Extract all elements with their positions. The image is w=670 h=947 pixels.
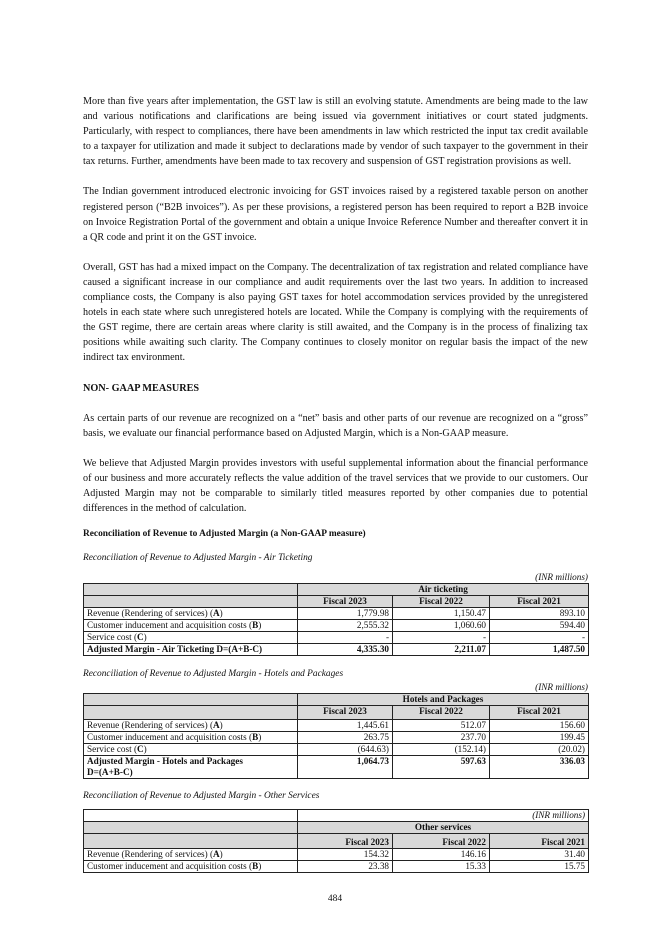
- reconciliation-heading: Reconciliation of Revenue to Adjusted Margin (a Non-GAAP measure): [83, 529, 366, 540]
- cell-value: (20.02): [490, 744, 589, 756]
- group-header: Hotels and Packages: [298, 694, 589, 706]
- total-value: 1,064.73: [298, 756, 393, 779]
- row-label: Service cost (C): [84, 744, 298, 756]
- paragraph-net-gross: As certain parts of our revenue are recognized on a “net” basis and other parts of our revenue are recognized on a “gross” basis, we evaluate our financial performance based on Adjusted Margin, which is a Non-GAAP measure.: [83, 412, 588, 439]
- air-ticketing-table: [83, 583, 589, 656]
- cell-value: 1,150.47: [393, 608, 490, 620]
- total-row: [84, 756, 589, 779]
- cell-value: 2,555.32: [298, 620, 393, 632]
- hotels-table-caption: Reconciliation of Revenue to Adjusted Margin - Hotels and Packages: [83, 669, 344, 680]
- cell-value: 237.70: [393, 732, 490, 744]
- total-label: Adjusted Margin - Hotels and Packages D=(A+B-C): [84, 756, 298, 779]
- year-header: Fiscal 2022: [393, 834, 490, 849]
- cell-value: 1,445.61: [298, 720, 393, 732]
- cell-value: 594.40: [490, 620, 589, 632]
- header-blank-cell: [84, 822, 298, 834]
- row-label: Revenue (Rendering of services) (A): [84, 849, 298, 861]
- table-row: [84, 861, 589, 873]
- year-header: Fiscal 2022: [393, 596, 490, 608]
- table-header-row: [84, 822, 589, 834]
- table-row: [84, 732, 589, 744]
- table-row: [84, 744, 589, 756]
- cell-value: 199.45: [490, 732, 589, 744]
- air-unit-label: (INR millions): [535, 572, 588, 583]
- header-blank-cell: [84, 706, 298, 720]
- group-header: Air ticketing: [298, 584, 589, 596]
- hotels-packages-table: [83, 693, 589, 779]
- cell-value: (152.14): [393, 744, 490, 756]
- cell-value: 31.40: [490, 849, 589, 861]
- section-heading-non-gaap: NON- GAAP MEASURES: [83, 382, 200, 394]
- table-row: [84, 720, 589, 732]
- table-header-row: [84, 584, 589, 596]
- header-blank-cell: [84, 596, 298, 608]
- cell-value: -: [393, 632, 490, 644]
- table-header-row: [84, 834, 589, 849]
- paragraph-gst-evolving: More than five years after implementation, the GST law is still an evolving statute. Amendments are being made to the law and various notifications and clarifications are being issued via government initiatives or court stated judgments. Particularly, with respect to compliances, there have been amendments in law which restricted the input tax credit available to a taxpayer for utilization and made it subject to declarations made by vendor of such taxpayer to the government in their tax returns. Further, amendments have been made to tax recovery and suspension of GST registration provisions as well.: [83, 96, 588, 168]
- hotels-unit-label: (INR millions): [535, 682, 588, 693]
- table-unit-row: [84, 810, 589, 822]
- row-label: Revenue (Rendering of services) (A): [84, 720, 298, 732]
- table-row: [84, 608, 589, 620]
- group-header: Other services: [298, 822, 589, 834]
- total-value: 4,335.30: [298, 644, 393, 656]
- total-value: 336.03: [490, 756, 589, 779]
- cell-value: -: [298, 632, 393, 644]
- table-row: [84, 620, 589, 632]
- row-label: Revenue (Rendering of services) (A): [84, 608, 298, 620]
- header-blank-cell: [84, 694, 298, 706]
- table-header-row: [84, 694, 589, 706]
- cell-value: 893.10: [490, 608, 589, 620]
- cell-value: 156.60: [490, 720, 589, 732]
- cell-value: 263.75: [298, 732, 393, 744]
- table-row: [84, 849, 589, 861]
- document-page: [83, 94, 588, 873]
- paragraph-e-invoicing: The Indian government introduced electronic invoicing for GST invoices raised by a registered taxable person on another registered person (“B2B invoices”). As per these provisions, a registered person has been required to report a B2B invoice on Invoice Registration Portal of the government and obtain a unique Invoice Reference Number and thereafter convert it in a QR code and print it on the GST invoice.: [83, 186, 588, 243]
- cell-value: 23.38: [298, 861, 393, 873]
- cell-value: 154.32: [298, 849, 393, 861]
- table-header-row: [84, 706, 589, 720]
- year-header: Fiscal 2023: [298, 706, 393, 720]
- cell-value: 512.07: [393, 720, 490, 732]
- cell-value: 1,779.98: [298, 608, 393, 620]
- row-label: Customer inducement and acquisition costs (B): [84, 732, 298, 744]
- other-table-caption: Reconciliation of Revenue to Adjusted Margin - Other Services: [83, 791, 320, 802]
- row-label: Service cost (C): [84, 632, 298, 644]
- total-value: 2,211.07: [393, 644, 490, 656]
- other-services-table: [83, 809, 589, 873]
- paragraph-gst-impact: Overall, GST has had a mixed impact on the Company. The decentralization of tax registration and related compliance have caused a significant increase in our compliance and audit requirements over the last two years. In addition to increased compliance costs, the Company is also paying GST taxes for hotel accommodation services provided by the unregistered hotels in each state where such unregistered hotels are located. While the Company is complying with the requirements of the GST regime, there are certain areas where clarity is still awaited, and the Company is in the process of finalizing tax positions while awaiting such clarity. The Company continues to closely monitor on regular basis the impact of the new indirect tax environment.: [83, 261, 588, 364]
- total-row: [84, 644, 589, 656]
- page-number: 484: [327, 894, 343, 904]
- year-header: Fiscal 2023: [298, 596, 393, 608]
- cell-value: -: [490, 632, 589, 644]
- year-header: Fiscal 2021: [490, 834, 589, 849]
- other-unit-label: (INR millions): [298, 810, 589, 822]
- cell-value: (644.63): [298, 744, 393, 756]
- total-value: 1,487.50: [490, 644, 589, 656]
- total-label: Adjusted Margin - Air Ticketing D=(A+B-C): [84, 644, 298, 656]
- header-blank-cell: [84, 810, 298, 822]
- header-blank-cell: [84, 584, 298, 596]
- table-header-row: [84, 596, 589, 608]
- row-label: Customer inducement and acquisition costs (B): [84, 620, 298, 632]
- header-blank-cell: [84, 834, 298, 849]
- table-row: [84, 632, 589, 644]
- cell-value: 146.16: [393, 849, 490, 861]
- year-header: Fiscal 2023: [298, 834, 393, 849]
- total-value: 597.63: [393, 756, 490, 779]
- year-header: Fiscal 2021: [490, 706, 589, 720]
- row-label: Customer inducement and acquisition costs (B): [84, 861, 298, 873]
- paragraph-adjusted-margin: We believe that Adjusted Margin provides investors with useful supplemental information about the financial performance of our business and more accurately reflects the value addition of the travel services that we provide to our customers. Our Adjusted Margin may not be comparable to similarly titled measures reported by other companies due to potential differences in the method of calculation.: [83, 457, 588, 514]
- year-header: Fiscal 2021: [490, 596, 589, 608]
- cell-value: 15.33: [393, 861, 490, 873]
- cell-value: 1,060.60: [393, 620, 490, 632]
- cell-value: 15.75: [490, 861, 589, 873]
- air-table-caption: Reconciliation of Revenue to Adjusted Margin - Air Ticketing: [83, 553, 313, 564]
- year-header: Fiscal 2022: [393, 706, 490, 720]
